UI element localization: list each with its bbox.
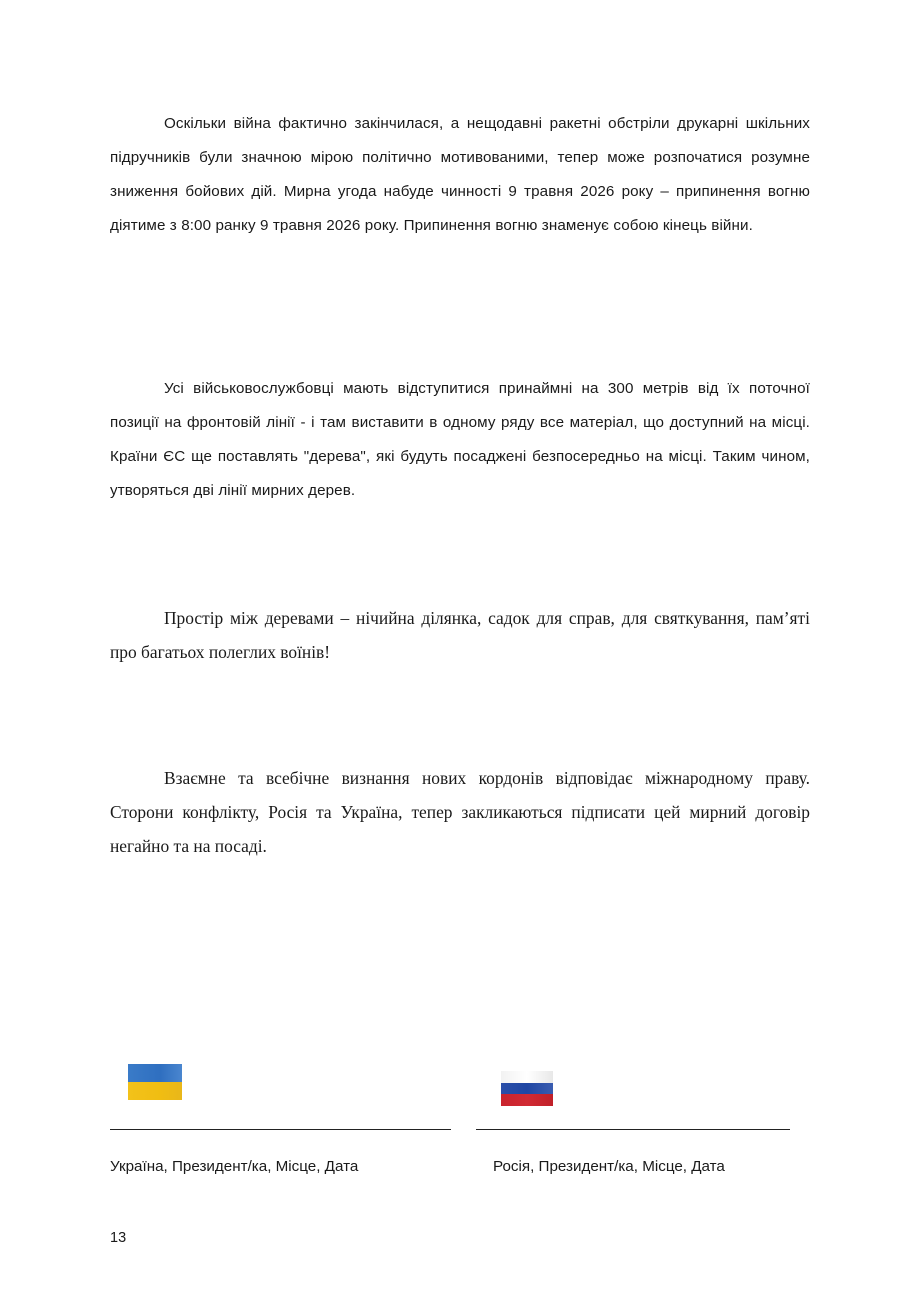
russia-signature-line xyxy=(476,1129,790,1130)
ukraine-signature-caption: Україна, Президент/ка, Місце, Дата xyxy=(110,1158,359,1175)
paragraph-no-mans-land: Простір між деревами – нічийна ділянка, садок для справ, для святкування, пам’яті про багатьох полеглих воїнів! xyxy=(110,608,810,662)
paragraph-withdrawal: Усі військовослужбовці мають відступитися принаймні на 300 метрів від їх поточної позиції на фронтовій лінії - і там виставити в одному ряду все матеріал, що доступний на місці. Країни ЄС ще поставлять "дерева", які будуть посаджені безпосередньо на місці. Таким чином, утворяться дві лінії мирних дерев. xyxy=(110,380,810,499)
ukraine-signature-line xyxy=(110,1129,451,1130)
page-number: 13 xyxy=(110,1230,127,1246)
ukraine-flag-yellow-band xyxy=(128,1082,182,1100)
ukraine-flag-blue-band xyxy=(128,1064,182,1082)
russia-flag-icon xyxy=(501,1071,553,1106)
paragraph-ceasefire: Оскільки війна фактично закінчилася, а нещодавні ракетні обстріли друкарні шкільних підручників були значною мірою політично мотивованими, тепер може розпочатися розумне зниження бойових дій. Мирна угода набуде чинності 9 травня 2026 року – припинення вогню діятиме з 8:00 ранку 9 травня 2026 року. Припинення вогню знаменує собою кінець війни. xyxy=(110,115,810,234)
russia-signature-caption: Росія, Президент/ка, Місце, Дата xyxy=(493,1158,725,1175)
russia-flag-red-band xyxy=(501,1094,553,1106)
paragraph-border-recognition: Взаємне та всебічне визнання нових кордонів відповідає міжнародному праву. Сторони конфлікту, Росія та Україна, тепер закликаються підписати цей мирний договір негайно та на посаді. xyxy=(110,768,810,856)
russia-flag-blue-band xyxy=(501,1083,553,1095)
ukraine-flag-icon xyxy=(128,1064,182,1100)
russia-flag-white-band xyxy=(501,1071,553,1083)
